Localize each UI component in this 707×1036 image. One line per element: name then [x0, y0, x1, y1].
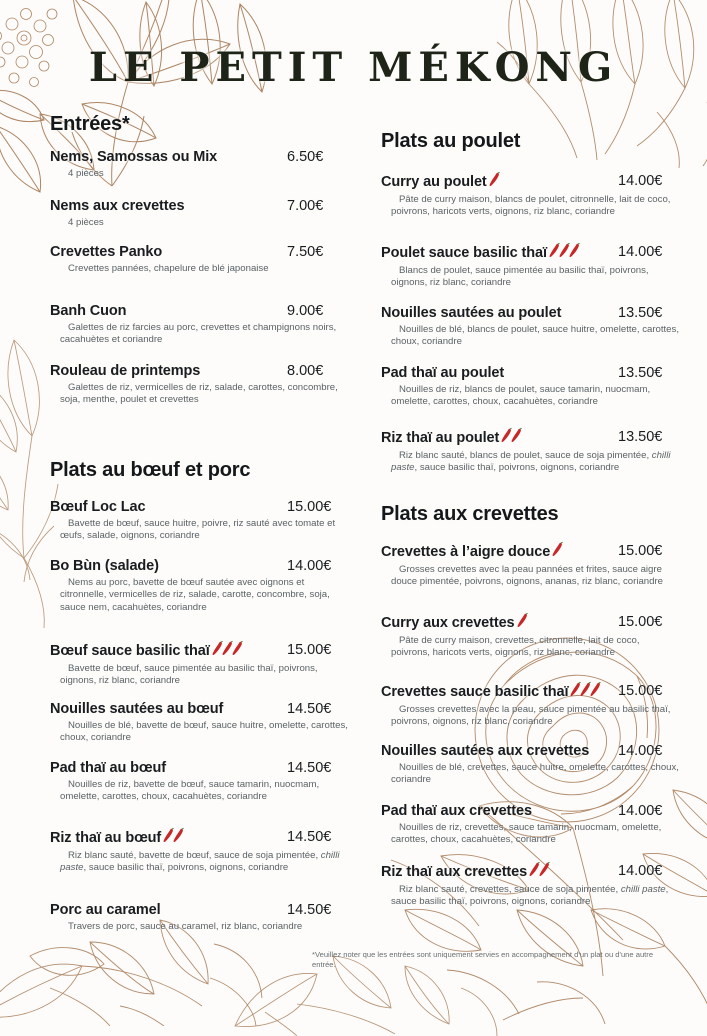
menu-item-row: [50, 498, 350, 516]
menu-item-price: 14.00€: [618, 244, 663, 260]
menu-item-price: 15.00€: [287, 642, 332, 658]
menu-item-name: Nouilles sautées au bœuf: [50, 701, 224, 717]
menu-item-price: 15.00€: [618, 614, 663, 630]
chili-pepper-icon: [511, 428, 522, 443]
menu-item-price: 7.00€: [287, 198, 324, 214]
spice-level-indicator: [570, 682, 600, 702]
spice-level-indicator: [529, 862, 549, 882]
menu-item-row: [381, 802, 681, 820]
section-heading-boeuf-porc: Plats au bœuf et porc: [50, 459, 251, 481]
menu-item-row: [50, 759, 350, 777]
spice-level-indicator: [489, 172, 499, 192]
chili-pepper-icon: [232, 641, 243, 656]
menu-item-description: Galettes de riz farcies au porc, crevettes et champignons noirs, cacahuètes et coriandre: [60, 322, 337, 346]
chili-pepper-icon: [590, 682, 601, 697]
menu-item-row: [50, 243, 350, 261]
menu-item: [50, 302, 350, 347]
menu-item-description: 4 pièces: [68, 168, 104, 179]
menu-item: [50, 498, 350, 543]
menu-item-description: 4 pièces: [68, 217, 104, 228]
menu-item-row: [381, 172, 681, 192]
menu-item: [381, 243, 681, 290]
spice-level-indicator: [552, 542, 562, 562]
chili-pepper-icon: [552, 542, 563, 557]
menu-item-price: 14.50€: [287, 902, 332, 918]
menu-item: [381, 304, 681, 349]
menu-item: [381, 613, 681, 660]
menu-item-name: Nouilles sautées au poulet: [381, 305, 562, 321]
menu-item: [381, 862, 681, 909]
menu-item: [50, 700, 350, 745]
menu-item-description: Bavette de bœuf, sauce pimentée au basilic thaï, poivrons, oignons, riz blanc, coriandre: [60, 663, 318, 687]
section-heading-crevettes: Plats aux crevettes: [381, 503, 559, 525]
menu-item-name: Porc au caramel: [50, 902, 161, 918]
menu-item-description: Nouilles de blé, blancs de poulet, sauce huitre, omelette, carottes, choux, coriandre: [391, 324, 679, 348]
chili-pepper-icon: [539, 862, 550, 877]
section-heading-entrees: Entrées*: [50, 113, 130, 135]
menu-item-row: [381, 542, 681, 562]
menu-item-description: Grosses crevettes avec la peau pannées et frites, sauce aigre douce pimentée, poivrons, oignons, ananas, riz blanc, coriandre: [391, 564, 663, 588]
menu-item: [381, 802, 681, 847]
menu-item-name: Banh Cuon: [50, 303, 127, 319]
menu-item-row: [50, 197, 350, 215]
spice-level-indicator: [163, 828, 183, 848]
menu-item-name: Curry au poulet: [381, 174, 487, 190]
menu-item-name: Poulet sauce basilic thaï: [381, 245, 547, 261]
menu-item-row: [381, 613, 681, 633]
menu-item-description: Nouilles de blé, bavette de bœuf, sauce huitre, omelette, carottes, choux, coriandre: [60, 720, 348, 744]
menu-item: [381, 682, 681, 729]
menu-item: [50, 641, 350, 688]
menu-item-row: [50, 901, 350, 919]
menu-item-row: [50, 362, 350, 380]
menu-item: [381, 542, 681, 589]
menu-item-row: [50, 700, 350, 718]
menu-item-description: Nouilles de riz, bavette de bœuf, sauce tamarin, nuocmam, omelette, carottes, choux, cacahuètes, coriandre: [60, 779, 320, 803]
menu-item-name: Crevettes à l’aigre douce: [381, 544, 551, 560]
menu-item-name: Crevettes sauce basilic thaï: [381, 684, 569, 700]
spice-level-indicator: [517, 613, 527, 633]
menu-item-description: Pâte de curry maison, blancs de poulet, citronnelle, lait de coco, poivrons, haricots verts, oignons, riz blanc, coriandre: [391, 194, 671, 218]
menu-item-name: Nems aux crevettes: [50, 198, 185, 214]
menu-item-description: Nouilles de riz, blancs de poulet, sauce tamarin, nuocmam, omelette, carottes, choux, cacahuètes, coriandre: [391, 384, 651, 408]
menu-item-name: Bœuf Loc Lac: [50, 499, 146, 515]
menu-item-price: 14.00€: [618, 743, 663, 759]
restaurant-name: LE PETIT MÉKONG: [88, 44, 619, 91]
menu-item-row: [381, 428, 681, 448]
menu-item-row: [50, 148, 350, 166]
menu-item-price: 13.50€: [618, 305, 663, 321]
menu-item: [50, 759, 350, 804]
menu-item-price: 15.00€: [618, 543, 663, 559]
menu-item-name: Riz thaï au bœuf: [50, 830, 162, 846]
menu-item-name: Pad thaï aux crevettes: [381, 803, 532, 819]
menu-item-description: Bavette de bœuf, sauce huitre, poivre, riz sauté avec tomate et œufs, salade, oignons, coriandre: [60, 518, 336, 542]
spice-level-indicator: [212, 641, 242, 661]
menu-item-price: 14.00€: [618, 863, 663, 879]
menu-item-row: [381, 862, 681, 882]
menu-item-row: [381, 682, 681, 702]
menu-item-price: 7.50€: [287, 244, 324, 260]
menu-item-name: Bo Bùn (salade): [50, 558, 159, 574]
menu-item-price: 15.00€: [287, 499, 332, 515]
menu-item-row: [381, 364, 681, 382]
menu-item-price: 13.50€: [618, 365, 663, 381]
menu-item: [381, 742, 681, 787]
menu-footnote: *Veuillez noter que les entrées sont uniquement servies en accompagnement d'un plat ou d'une autre entrée.: [312, 950, 654, 969]
menu-item-description: Grosses crevettes avec la peau, sauce pimentée au basilic thaï, poivrons, oignons, riz blanc, coriandre: [391, 704, 671, 728]
section-heading-poulet: Plats au poulet: [381, 130, 521, 152]
menu-item-price: 14.50€: [287, 760, 332, 776]
menu-item-name: Pad thaï au poulet: [381, 365, 505, 381]
menu-item: [381, 364, 681, 409]
menu-item-description: Galettes de riz, vermicelles de riz, salade, carottes, concombre, soja, menthe, poulet et crevettes: [60, 382, 338, 406]
menu-item-price: 14.00€: [287, 558, 332, 574]
menu-item-name: Nems, Samossas ou Mix: [50, 149, 218, 165]
menu-item-name: Rouleau de printemps: [50, 363, 201, 379]
menu-item-description: Riz blanc sauté, bavette de bœuf, sauce de soja pimentée, chilli paste, sauce basilic thaï, poivrons, oignons, coriandre: [60, 850, 340, 874]
menu-item-name: Bœuf sauce basilic thaï: [50, 643, 210, 659]
menu-item-row: [50, 641, 350, 661]
menu-item-description: Pâte de curry maison, crevettes, citronnelle, lait de coco, poivrons, haricots verts, oignons, riz blanc, coriandre: [391, 635, 640, 659]
spice-level-indicator: [549, 243, 579, 263]
menu-item-price: 6.50€: [287, 149, 324, 165]
menu-item-description: Riz blanc sauté, blancs de poulet, sauce de soja pimentée, chilli paste, sauce basilic thaï, poivrons, oignons, coriandre: [391, 450, 671, 474]
menu-item-row: [381, 243, 681, 263]
menu-item-price: 9.00€: [287, 303, 324, 319]
menu-title-container: [0, 44, 707, 91]
menu-item-row: [50, 302, 350, 320]
menu-item-name: Pad thaï au bœuf: [50, 760, 167, 776]
menu-item-price: 14.50€: [287, 829, 332, 845]
menu-item: [50, 557, 350, 614]
menu-item-name: Curry aux crevettes: [381, 615, 515, 631]
menu-item-description: Nouilles de blé, crevettes, sauce huitre, omelette, carottes, choux, coriandre: [391, 762, 679, 786]
menu-item: [50, 828, 350, 875]
menu-item-price: 14.00€: [618, 173, 663, 189]
menu-item-description: Crevettes pannées, chapelure de blé japonaise: [68, 263, 269, 274]
spice-level-indicator: [501, 428, 521, 448]
chili-pepper-icon: [569, 243, 580, 258]
menu-item-row: [50, 557, 350, 575]
chili-pepper-icon: [173, 828, 184, 843]
chili-pepper-icon: [489, 172, 500, 187]
menu-item: [50, 197, 350, 229]
menu-item-price: 8.00€: [287, 363, 324, 379]
menu-item-row: [381, 304, 681, 322]
menu-item-price: 14.50€: [287, 701, 332, 717]
menu-item-description: Nouilles de riz, crevettes, sauce tamarin, nuocmam, omelette, carottes, choux, cacahuètes, coriandre: [391, 822, 662, 846]
menu-item-description: Riz blanc sauté, crevettes, sauce de soja pimentée, chilli paste, sauce basilic thaï, poivrons, oignons, coriandre: [391, 884, 669, 908]
menu-item-description: Blancs de poulet, sauce pimentée au basilic thaï, poivrons, oignons, riz blanc, coriandre: [391, 265, 649, 289]
menu-item-name: Riz thaï aux crevettes: [381, 864, 528, 880]
menu-item-description: Travers de porc, sauce au caramel, riz blanc, coriandre: [68, 921, 303, 932]
menu-item: [381, 428, 681, 475]
menu-item-name: Crevettes Panko: [50, 244, 163, 260]
menu-item-name: Riz thaï au poulet: [381, 430, 500, 446]
menu-item-price: 15.00€: [618, 683, 663, 699]
menu-item: [381, 172, 681, 219]
menu-item-description: Nems au porc, bavette de bœuf sautée avec oignons et citronnelle, vermicelles de riz, salade, carotte, concombre, soja, sauce nem, cacahuètes, coriandre: [60, 577, 330, 613]
menu-item: [50, 362, 350, 407]
menu-item: [50, 901, 350, 933]
menu-item-price: 14.00€: [618, 803, 663, 819]
menu-item: [50, 148, 350, 180]
chili-pepper-icon: [517, 613, 528, 628]
menu-item: [50, 243, 350, 275]
menu-item-row: [50, 828, 350, 848]
menu-item-name: Nouilles sautées aux crevettes: [381, 743, 590, 759]
menu-item-price: 13.50€: [618, 429, 663, 445]
menu-item-row: [381, 742, 681, 760]
